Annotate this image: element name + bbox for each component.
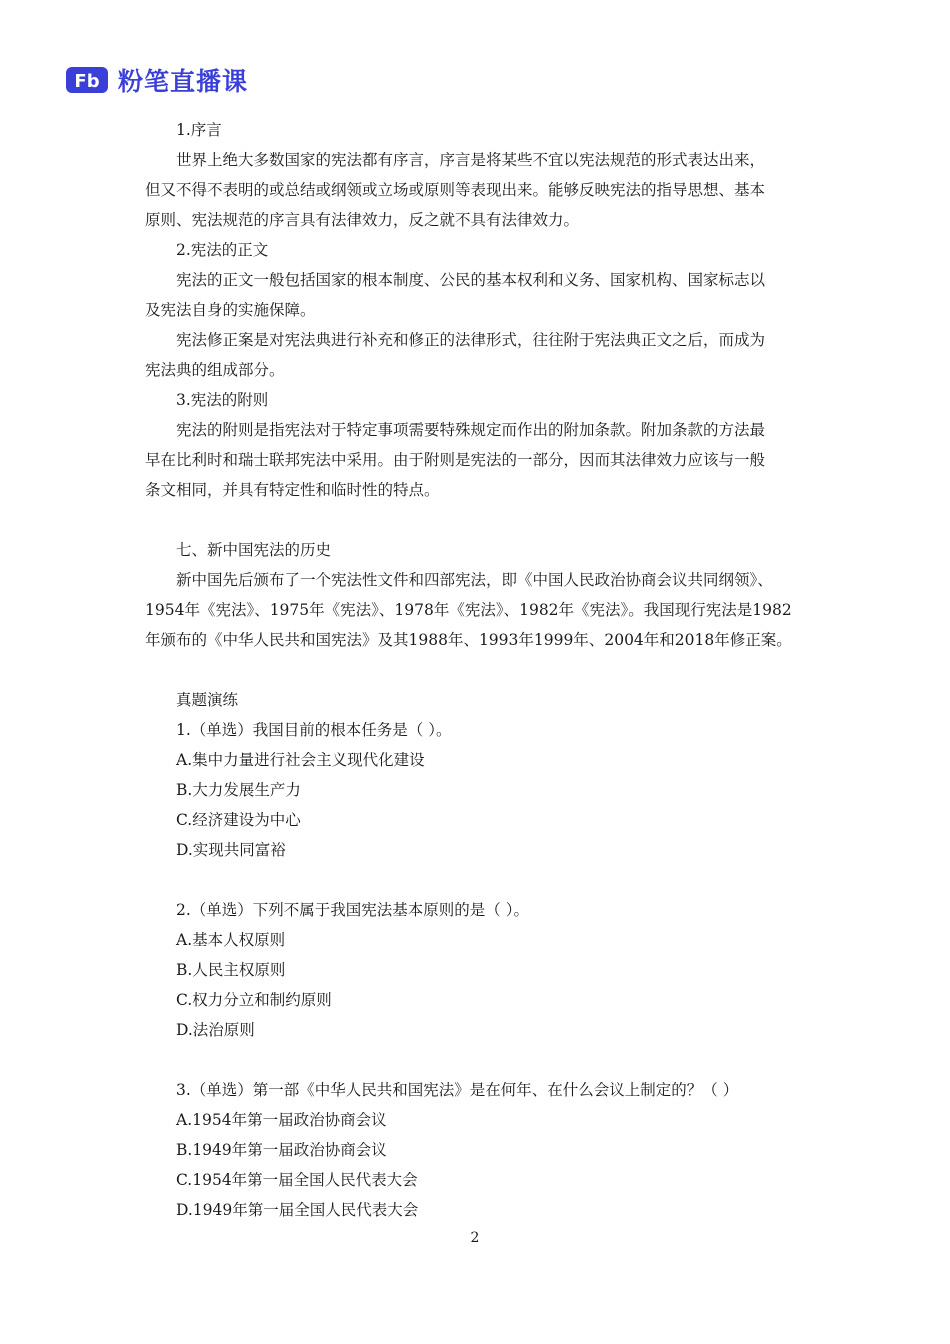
answer-option: D.法治原则 [176,1021,255,1039]
paragraph-line: 原则、宪法规范的序言具有法律效力，反之就不具有法律效力。 [145,211,580,229]
paragraph-line: 宪法修正案是对宪法典进行补充和修正的法律形式，往往附于宪法典正文之后，而成为 [176,331,766,349]
paragraph-line: 年颁布的《中华人民共和国宪法》及其1988年、1993年1999年、2004年和2018年修正案。 [145,631,792,649]
header [66,60,248,100]
page-number: 2 [470,1230,480,1246]
brand-name: 粉笔直播课 [118,67,249,96]
question-stem: 2.（单选）下列不属于我国宪法基本原则的是（ ）。 [176,901,529,919]
question-stem: 1.（单选）我国目前的根本任务是（ ）。 [176,721,452,739]
paragraph-line: 早在比利时和瑞士联邦宪法中采用。由于附则是宪法的一部分，因而其法律效力应该与一般 [145,451,766,469]
paragraph-line: 1954年《宪法》、1975年《宪法》、1978年《宪法》、1982年《宪法》。我国现行宪法是1982 [145,601,792,619]
paragraph-line: 但又不得不表明的或总结或纲领或立场或原则等表现出来。能够反映宪法的指导思想、基本 [145,181,766,199]
practice-title: 真题演练 [176,691,239,709]
answer-option: B.1949年第一届政治协商会议 [176,1141,387,1159]
section-heading-body-text: 2.宪法的正文 [176,241,269,259]
fenbi-logo-icon [66,65,108,95]
paragraph-line: 及宪法自身的实施保障。 [145,301,316,319]
paragraph-line: 世界上绝大多数国家的宪法都有序言，序言是将某些不宜以宪法规范的形式表达出来， [176,151,766,169]
document-body [145,115,807,1225]
answer-option: D.1949年第一届全国人民代表大会 [176,1201,419,1219]
answer-option: B.人民主权原则 [176,961,286,979]
question-stem: 3.（单选）第一部《中华人民共和国宪法》是在何年、在什么会议上制定的？（ ） [176,1081,739,1099]
answer-option: A.1954年第一届政治协商会议 [176,1111,387,1129]
answer-option: C.经济建设为中心 [176,811,301,829]
paragraph-line: 宪法的正文一般包括国家的根本制度、公民的基本权利和义务、国家机构、国家标志以 [176,271,766,289]
answer-option: A.集中力量进行社会主义现代化建设 [176,751,425,769]
section-heading-preface: 1.序言 [176,121,222,139]
paragraph-line: 新中国先后颁布了一个宪法性文件和四部宪法，即《中国人民政治协商会议共同纲领》、 [176,571,773,589]
paragraph-line: 条文相同，并具有特定性和临时性的特点。 [145,481,440,499]
section-heading-history: 七、新中国宪法的历史 [176,541,332,559]
paragraph-line: 宪法典的组成部分。 [145,361,285,379]
logo-text: Fb [74,71,100,92]
paragraph-line: 宪法的附则是指宪法对于特定事项需要特殊规定而作出的附加条款。附加条款的方法最 [176,421,766,439]
answer-option: D.实现共同富裕 [176,841,286,859]
answer-option: A.基本人权原则 [176,931,286,949]
answer-option: C.1954年第一届全国人民代表大会 [176,1171,418,1189]
answer-option: C.权力分立和制约原则 [176,991,332,1009]
answer-option: B.大力发展生产力 [176,781,301,799]
section-heading-appendix: 3.宪法的附则 [176,391,269,409]
